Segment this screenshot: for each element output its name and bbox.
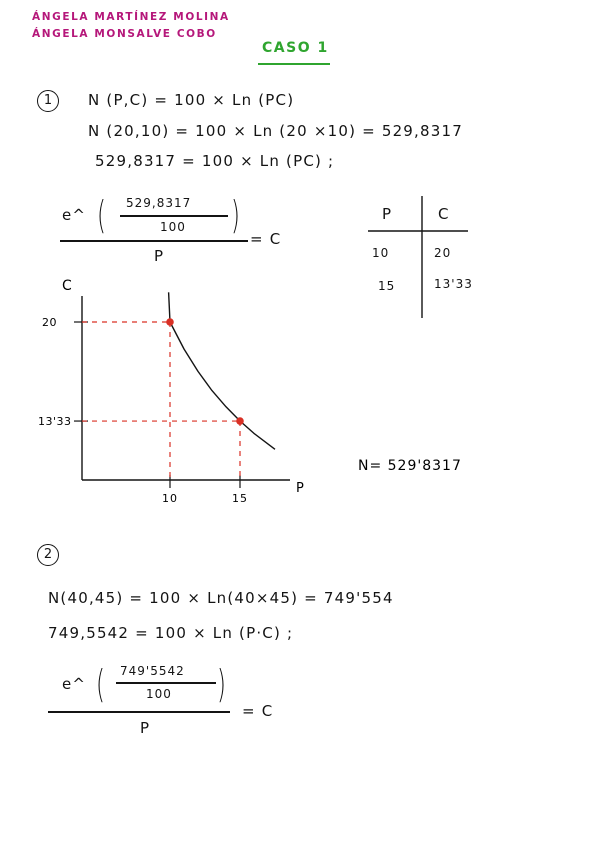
- formula-1-exp: e^: [62, 206, 87, 224]
- table-header-c: C: [438, 205, 450, 223]
- author-line-1: ÁNGELA MARTÍNEZ MOLINA: [32, 11, 230, 23]
- formula-1-denominator: 100: [160, 220, 186, 234]
- formula-2-inner-fraction-line: [116, 682, 216, 684]
- section-1-number: 1: [37, 90, 59, 112]
- table-cell-r1-c: 20: [434, 246, 452, 260]
- section-2-line-1: N(40,45) = 100 × Ln(40×45) = 749'554: [48, 589, 394, 607]
- formula-2-divisor: P: [140, 719, 151, 737]
- section-2-number: 2: [37, 544, 59, 566]
- section-1-line-2: N (20,10) = 100 × Ln (20 ×10) = 529,8317: [88, 122, 463, 140]
- section-1-line-1: N (P,C) = 100 × Ln (PC): [88, 91, 295, 109]
- formula-2-open-paren: (: [95, 662, 105, 706]
- formula-2-main-fraction-line: [48, 711, 230, 713]
- author-line-2: ÁNGELA MONSALVE COBO: [32, 28, 217, 40]
- y-tick-label: 13'33: [38, 415, 72, 429]
- formula-2-numerator: 749'5542: [120, 664, 185, 678]
- series-curve: [169, 292, 275, 449]
- section-2-line-2: 749,5542 = 100 × Ln (P·C) ;: [48, 624, 294, 642]
- table-cell-r2-p: 15: [378, 279, 396, 293]
- formula-1-numerator: 529,8317: [126, 196, 192, 210]
- x-tick-label: 15: [232, 492, 248, 505]
- x-tick-label: 10: [162, 492, 178, 505]
- section-1-line-3: 529,8317 = 100 × Ln (PC) ;: [95, 152, 335, 170]
- y-axis-label: C: [62, 278, 72, 294]
- x-axis-label: P: [296, 481, 304, 496]
- y-tick-label: 20: [42, 316, 57, 329]
- formula-2-denominator: 100: [146, 687, 172, 701]
- data-point: [166, 318, 174, 326]
- data-point: [236, 417, 244, 425]
- formula-1-equals: = C: [250, 230, 282, 248]
- table-cell-r2-c: 13'33: [434, 277, 473, 291]
- formula-1-divisor: P: [154, 247, 165, 265]
- case-title: CASO 1: [262, 40, 329, 56]
- table-header-p: P: [382, 205, 393, 223]
- formula-2-close-paren: ): [216, 662, 226, 706]
- formula-1-open-paren: (: [96, 193, 106, 237]
- formula-2-equals: = C: [242, 702, 274, 720]
- table-cell-r1-p: 10: [372, 246, 390, 260]
- formula-2-exp: e^: [62, 675, 87, 693]
- formula-1-close-paren: ): [230, 193, 240, 237]
- curve-label: N= 529'8317: [358, 458, 462, 474]
